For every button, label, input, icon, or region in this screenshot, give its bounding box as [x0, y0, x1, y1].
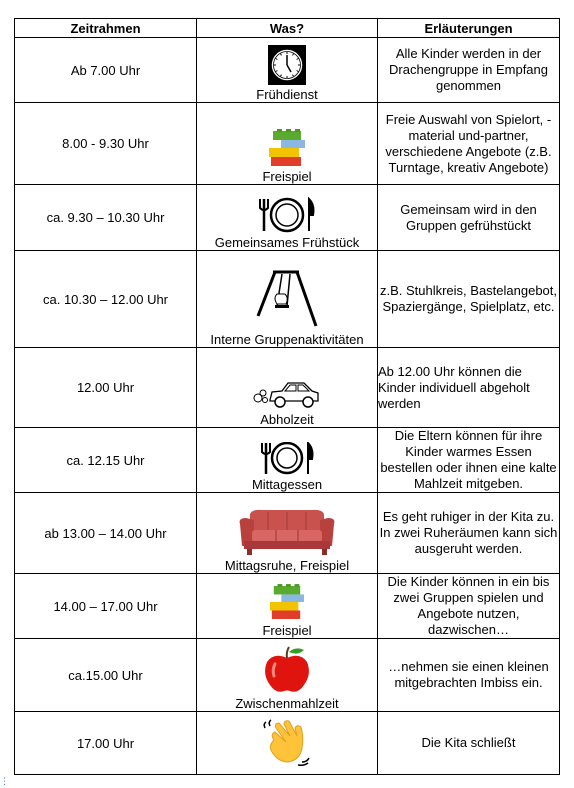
description-cell: z.B. Stuhlkreis, Bastelangebot, Spaziergänge, Spielplatz, etc. — [378, 251, 560, 348]
table-row — [15, 493, 560, 574]
activity-label: Mittagessen — [251, 477, 323, 492]
table-row — [15, 251, 560, 348]
time-cell: 17.00 Uhr — [15, 712, 197, 775]
activity-label: Gemeinsames Frühstück — [214, 235, 360, 250]
activity-cell — [197, 103, 378, 185]
activity-cell — [197, 428, 378, 493]
time-cell: ca. 10.30 – 12.00 Uhr — [15, 251, 197, 348]
edge-marker: ⋮ — [0, 776, 9, 786]
description-cell: Freie Auswahl von Spielort, -material und-partner, verschiedene Angebote (z.B. Turntage, kreativ Angebote) — [378, 103, 560, 185]
activity-label: Frühdienst — [256, 87, 318, 102]
description-cell: Ab 12.00 Uhr können die Kinder individuell abgeholt werden — [378, 348, 560, 428]
activity-cell — [197, 38, 378, 103]
description-cell: …nehmen sie einen kleinen mitgebrachten Imbiss ein. — [378, 639, 560, 712]
table-row — [15, 38, 560, 103]
activity-label: Freispiel — [262, 623, 312, 638]
time-cell: 8.00 - 9.30 Uhr — [15, 103, 197, 185]
activity-cell — [197, 493, 378, 574]
time-cell: ab 13.00 – 14.00 Uhr — [15, 493, 197, 574]
lego-blocks-icon — [270, 583, 304, 621]
lego-blocks-icon — [269, 129, 305, 167]
apple-icon — [262, 646, 312, 694]
table-row — [15, 348, 560, 428]
swing-icon — [255, 268, 319, 330]
activity-label: Abholzeit — [260, 412, 314, 427]
description-cell: Alle Kinder werden in der Drachengruppe in Empfang genommen — [378, 38, 560, 103]
activity-cell — [197, 185, 378, 251]
table-row — [15, 574, 560, 639]
header-zeitrahmen: Zeitrahmen — [15, 19, 197, 38]
header-was: Was? — [197, 19, 378, 38]
activity-cell — [197, 639, 378, 712]
description-cell: Die Eltern können für ihre Kinder warmes Essen bestellen oder ihnen eine kalte Mahlzeit mitgeben. — [378, 428, 560, 493]
time-cell: ca. 9.30 – 10.30 Uhr — [15, 185, 197, 251]
activity-label: Interne Gruppenaktivitäten — [210, 332, 364, 347]
description-cell: Gemeinsam wird in den Gruppen gefrühstückt — [378, 185, 560, 251]
activity-label: Zwischenmahlzeit — [235, 696, 339, 711]
table-row — [15, 428, 560, 493]
description-cell: Die Kita schließt — [378, 712, 560, 775]
clock-icon — [268, 45, 306, 85]
time-cell: Ab 7.00 Uhr — [15, 38, 197, 103]
waving-hand-icon — [262, 718, 312, 766]
time-cell: 12.00 Uhr — [15, 348, 197, 428]
activity-cell — [197, 574, 378, 639]
table-row — [15, 639, 560, 712]
header-erlaeuterungen: Erläuterungen — [378, 19, 560, 38]
activity-cell — [197, 251, 378, 348]
activity-label: Freispiel — [262, 169, 312, 184]
table-row — [15, 103, 560, 185]
description-cell: Die Kinder können in ein bis zwei Gruppen spielen und Angebote nutzen, dazwischen… — [378, 574, 560, 639]
header-row — [15, 19, 560, 38]
plate-cutlery-icon — [260, 442, 314, 475]
time-cell: ca.15.00 Uhr — [15, 639, 197, 712]
description-cell: Es geht ruhiger in der Kita zu. In zwei Ruheräumen kann sich ausgeruht werden. — [378, 493, 560, 574]
time-cell: ca. 12.15 Uhr — [15, 428, 197, 493]
sofa-icon — [238, 508, 336, 556]
activity-cell — [197, 348, 378, 428]
plate-cutlery-icon — [257, 197, 317, 233]
activity-cell — [197, 712, 378, 775]
table-row — [15, 712, 560, 775]
activity-label: Mittagsruhe, Freispiel — [224, 558, 350, 573]
car-icon — [252, 376, 322, 410]
time-cell: 14.00 – 17.00 Uhr — [15, 574, 197, 639]
table-row — [15, 185, 560, 251]
schedule-table — [14, 18, 560, 775]
